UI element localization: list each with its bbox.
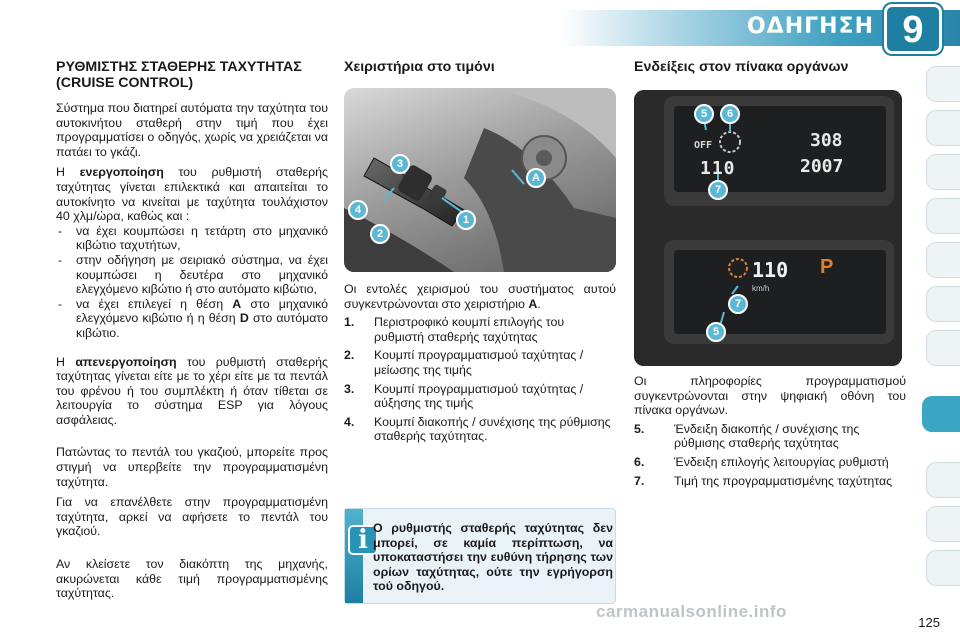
chapter-number-badge [884,4,942,54]
list-text: Κουμπί προγραμματισμού ταχύτητας / μείωσης της τιμής [374,348,584,377]
chapter-title: ΟΔΗΓΗΣΗ [746,14,874,39]
instrument-panel-illustration [634,90,902,366]
deactivation-prefix: Η [56,354,65,369]
list-item [634,455,906,470]
chapter-tabs [926,66,960,626]
display-trip-value: 308 [810,130,843,151]
chapter-tab-5[interactable] [926,242,960,278]
chapter-tab-11[interactable] [926,506,960,542]
list-text: Τιμή της προγραμματισμένης ταχύτητας [674,473,893,488]
deactivation-paragraph [56,355,328,428]
steering-stalk-photo [344,88,616,272]
section-heading-cruise-control: ΡΥΘΜΙΣΤΗΣ ΣΤΑΘΕΡΗΣ ΤΑΧΥΤΗΤΑΣ (CRUISE CONTROL) [56,59,302,91]
steering-intro-end: . [537,296,541,311]
ignition-off-paragraph: Αν κλείσετε τον διακόπτη της μηχανής, ακυρώνεται κάθε τιμή προγραμματισμένης ταχύτητας. [56,557,328,601]
accelerator-paragraph: Πατώντας το πεντάλ του γκαζιού, μπορείτε προς στιγμή να υπερβείτε την προγραμματισμένη ταχύτητα. [56,445,328,489]
callout-3: 3 [390,154,410,174]
callout-7: 7 [728,294,748,314]
instrument-panel-photo [634,90,902,366]
activation-prefix: Η [56,165,65,180]
chapter-tab-3[interactable] [926,154,960,190]
steering-controls-list [344,315,616,444]
list-text: Ένδειξη διακοπής / συνέχισης της ρύθμισης σταθερής ταχύτητας [674,421,860,451]
instrument-intro: Οι πληροφορίες προγραμματισμού συγκεντρώνονται στην ψηφιακή οθόνη του πίνακα οργάνων. [634,374,906,418]
list-number: 6. [634,454,645,469]
list-item [344,382,616,411]
activation-keyword: ενεργοποίηση [79,165,164,180]
steering-controls-text [344,282,616,444]
intro-paragraph: Σύστημα που διατηρεί αυτόματα την ταχύτητα του αυτοκινήτου σταθερή στην τιμή που έχει προγραμματίσει ο οδηγός, χωρίς να χρειάζεται να πατάει το γκάζι. [56,101,328,159]
position-a-label: A [232,296,242,311]
list-text: Κουμπί προγραμματισμού ταχύτητας / αύξησης της τιμής [374,381,584,411]
steering-intro [344,282,616,311]
chapter-tab-4[interactable] [926,198,960,234]
steering-intro-text: Οι εντολές χειρισμού του συστήματος αυτού συγκεντρώνονται στο χειριστήριο [344,282,616,311]
steering-controls-column [344,60,616,76]
instrument-panel-column [634,60,906,76]
chapter-tab-6[interactable] [926,286,960,322]
condition-item: - στην οδήγηση με σειριακό σύστημα, να έχει κουμπώσει η δευτέρα στο μηχανικό ελεγχόμενο κιβώτιο ή στο αυτόματο κιβώτιο, [56,253,328,297]
callout-5: 5 [694,104,714,124]
watermark: carmanualsonline.info [596,602,787,621]
list-number: 3. [344,381,355,396]
list-number: 4. [344,414,355,429]
chapter-tab-9-active[interactable] [922,396,960,432]
info-icon: i [348,525,378,555]
info-bar [345,509,363,603]
instrument-panel-text [634,374,906,488]
position-d-label: D [239,311,249,326]
callout-1: 1 [456,210,476,230]
section-heading-instrument-panel: Ενδείξεις στον πίνακα οργάνων [634,59,849,75]
list-number: 7. [634,473,645,488]
list-item [344,415,616,444]
control-a-label: A [528,296,538,311]
display-off-label: OFF [694,140,713,151]
callout-5: 5 [706,322,726,342]
callout-a: A [526,168,546,188]
list-number: 2. [344,348,355,363]
list-number: 1. [344,315,355,330]
section-heading-steering-controls: Χειριστήρια στο τιμόνι [344,59,495,75]
display-bottom-speed: 110 [752,258,789,282]
condition-text: στο μηχανικό ελεγχόμενο κιβώτιο ή η θέση [76,296,329,326]
chapter-tab-12[interactable] [926,550,960,586]
callout-6: 6 [720,104,740,124]
list-text: Κουμπί διακοπής / συνέχισης της ρύθμισης σταθερής ταχύτητας. [374,414,611,444]
condition-text: να έχει επιλεγεί η θέση [76,296,224,311]
callout-4: 4 [348,200,368,220]
chapter-tab-1[interactable] [926,66,960,102]
return-speed-paragraph: Για να επανέλθετε στην προγραμματισμένη ταχύτητα, αρκεί να αφήσετε το πεντάλ του γκαζιού. [56,495,328,539]
list-item [634,474,906,489]
instrument-indicators-list [634,422,906,488]
list-item [344,348,616,377]
steering-stalk-illustration [344,88,616,272]
chapter-number: 9 [902,9,924,51]
display-odometer-value: 2007 [800,156,844,177]
list-number: 5. [634,421,645,436]
display-speed-unit: km/h [752,284,770,293]
info-text: Ο ρυθμιστής σταθερής ταχύτητας δεν μπορεί, σε καμία περίπτωση, να υποκαταστήσει την ευθύνη τήρησης των ορίων ταχύτητας, ούτε την εγρήγορση τού οδηγού. [373,521,613,594]
list-item [634,422,906,451]
chapter-tab-10[interactable] [926,462,960,498]
page-number: 125 [918,615,940,630]
cruise-control-column [56,60,328,601]
activation-paragraph [56,165,328,223]
callout-7: 7 [708,180,728,200]
page-header [0,0,960,52]
list-text: Περιστροφικό κουμπί επιλογής του ρυθμιστή σταθερής ταχύτητας [374,315,565,344]
safety-info-box [344,508,616,604]
list-item [344,315,616,344]
chapter-tab-2[interactable] [926,110,960,146]
condition-item [56,297,328,341]
display-programmed-speed: 110 [700,158,736,179]
chapter-tab-7[interactable] [926,330,960,366]
deactivation-text: του ρυθμιστή σταθερής ταχύτητας γίνεται είτε με το χέρι είτε με τα πεντάλ του φρένου ή του συμπλέκτη ή όταν τίθεται σε λειτουργία το σύστημα ESP για λόγους ασφάλειας. [56,354,328,427]
deactivation-keyword: απενεργοποίηση [75,354,177,369]
display-gear-indicator: P [820,256,834,278]
condition-item: - να έχει κουμπώσει η τετάρτη στο μηχανικό κιβώτιο ταχυτήτων, [56,224,328,253]
list-text: Ένδειξη επιλογής λειτουργίας ρυθμιστή [674,454,889,469]
activation-text: του ρυθμιστή σταθερής ταχύτητας γίνεται επιλεκτικά και απαιτείται το αυτοκίνητο να κινείται με ταχύτητα τουλάχιστον 40 χλμ/ώρα, καθώς και : [56,165,328,224]
condition-text: στο αυτόματο κιβώτιο. [76,311,328,340]
callout-2: 2 [370,224,390,244]
